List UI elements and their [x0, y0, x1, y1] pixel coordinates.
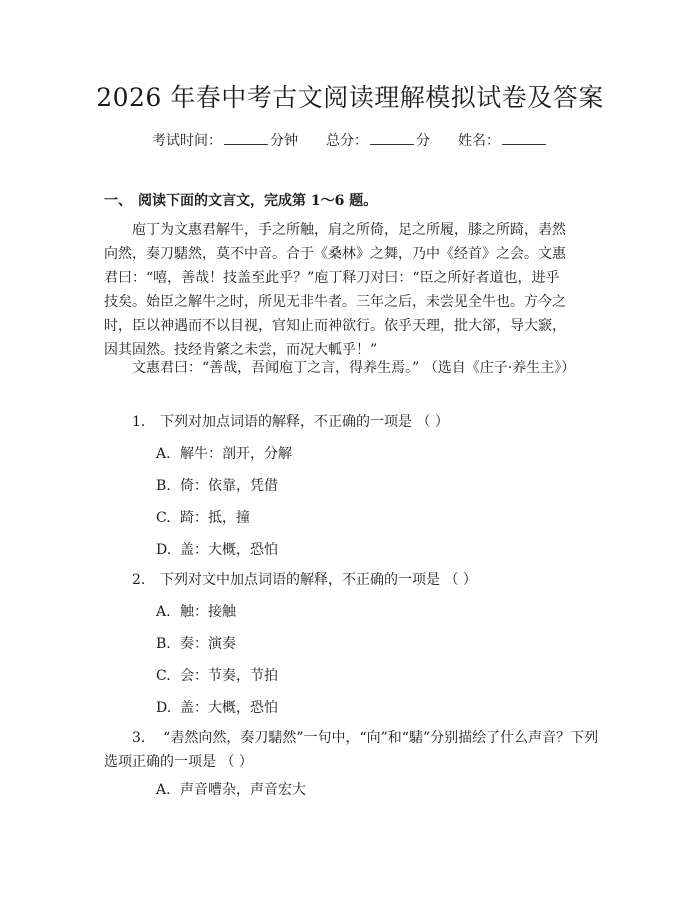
- option-text: 踦：抵，撞: [180, 510, 250, 526]
- option-letter: C.: [156, 668, 171, 684]
- option-3a[interactable]: [156, 778, 306, 802]
- section-number: 一、: [104, 193, 132, 209]
- question-number: 1.: [132, 414, 146, 430]
- option-text: 触：接触: [180, 604, 236, 620]
- option-1a[interactable]: [156, 442, 292, 466]
- score-label: 总分：: [326, 133, 368, 149]
- option-text: 奏：演奏: [180, 636, 236, 652]
- question-1: [104, 410, 600, 434]
- option-letter: B.: [156, 636, 171, 652]
- time-blank: [224, 132, 268, 145]
- page-title: 2026 年春中考古文阅读理解模拟试卷及答案: [96, 83, 604, 112]
- question-3: [104, 726, 600, 774]
- option-text: 会：节奏，节拍: [180, 668, 278, 684]
- time-label: 考试时间：: [152, 133, 222, 149]
- score-blank: [370, 132, 414, 145]
- section-instruction: 阅读下面的文言文，完成第 1～6 题。: [138, 193, 378, 209]
- option-letter: D.: [156, 542, 172, 558]
- option-text: 盖：大概，恐怕: [180, 542, 278, 558]
- question-number: 2.: [132, 572, 146, 588]
- option-2a[interactable]: [156, 600, 236, 624]
- option-2b[interactable]: [156, 632, 236, 656]
- passage-paragraph-2: 文惠君曰：“善哉，吾闻庖丁之言，得养生焉。” （选自《庄子·养生主》）: [132, 360, 576, 376]
- name-blank: [502, 132, 546, 145]
- option-letter: A.: [156, 604, 171, 620]
- time-unit: 分钟: [270, 133, 298, 149]
- section-heading: [104, 190, 377, 212]
- option-letter: A.: [156, 446, 171, 462]
- score-unit: 分: [416, 133, 430, 149]
- question-text: “砉然向然，奏刀騞然”一句中，“向”和“騞”分别描绘了什么声音？下列选项正确的一项是 （ ）: [104, 730, 599, 770]
- option-2c[interactable]: [156, 664, 278, 688]
- option-letter: A.: [156, 782, 171, 798]
- question-number: 3.: [132, 730, 146, 746]
- option-letter: C.: [156, 510, 171, 526]
- exam-meta: [0, 130, 700, 152]
- question-text: 下列对加点词语的解释，不正确的一项是 （ ）: [160, 414, 449, 430]
- option-letter: B.: [156, 478, 171, 494]
- option-1b[interactable]: [156, 474, 278, 498]
- name-label: 姓名：: [458, 133, 500, 149]
- option-text: 盖：大概，恐怕: [180, 700, 278, 716]
- option-text: 解牛：剖开，分解: [180, 446, 292, 462]
- question-2: [104, 568, 600, 592]
- question-text: 下列对文中加点词语的解释，不正确的一项是 （ ）: [160, 572, 477, 588]
- option-2d[interactable]: [156, 696, 278, 720]
- option-letter: D.: [156, 700, 172, 716]
- option-text: 倚：依靠，凭借: [180, 478, 278, 494]
- passage-paragraph-1: 庖丁为文惠君解牛，手之所触，肩之所倚，足之所履，膝之所踦，砉然向然，奏刀騞然，莫不中音。合于《桑林》之舞，乃中《经首》之会。文惠君曰：“嘻，善哉！技盖至此乎？”庖丁释刀对曰：“臣之所好者道也，进乎技矣。始臣之解牛之时，所见无非牛者。三年之后，未尝见全牛也。方今之时，臣以神遇而不以目视，官知止而神欲行。依乎天理，批大郤，导大窾，因其固然。技经肯綮之未尝，而况大軱乎！”: [104, 222, 566, 358]
- option-text: 声音嘈杂，声音宏大: [180, 782, 306, 798]
- option-1d[interactable]: [156, 538, 278, 562]
- option-1c[interactable]: [156, 506, 250, 530]
